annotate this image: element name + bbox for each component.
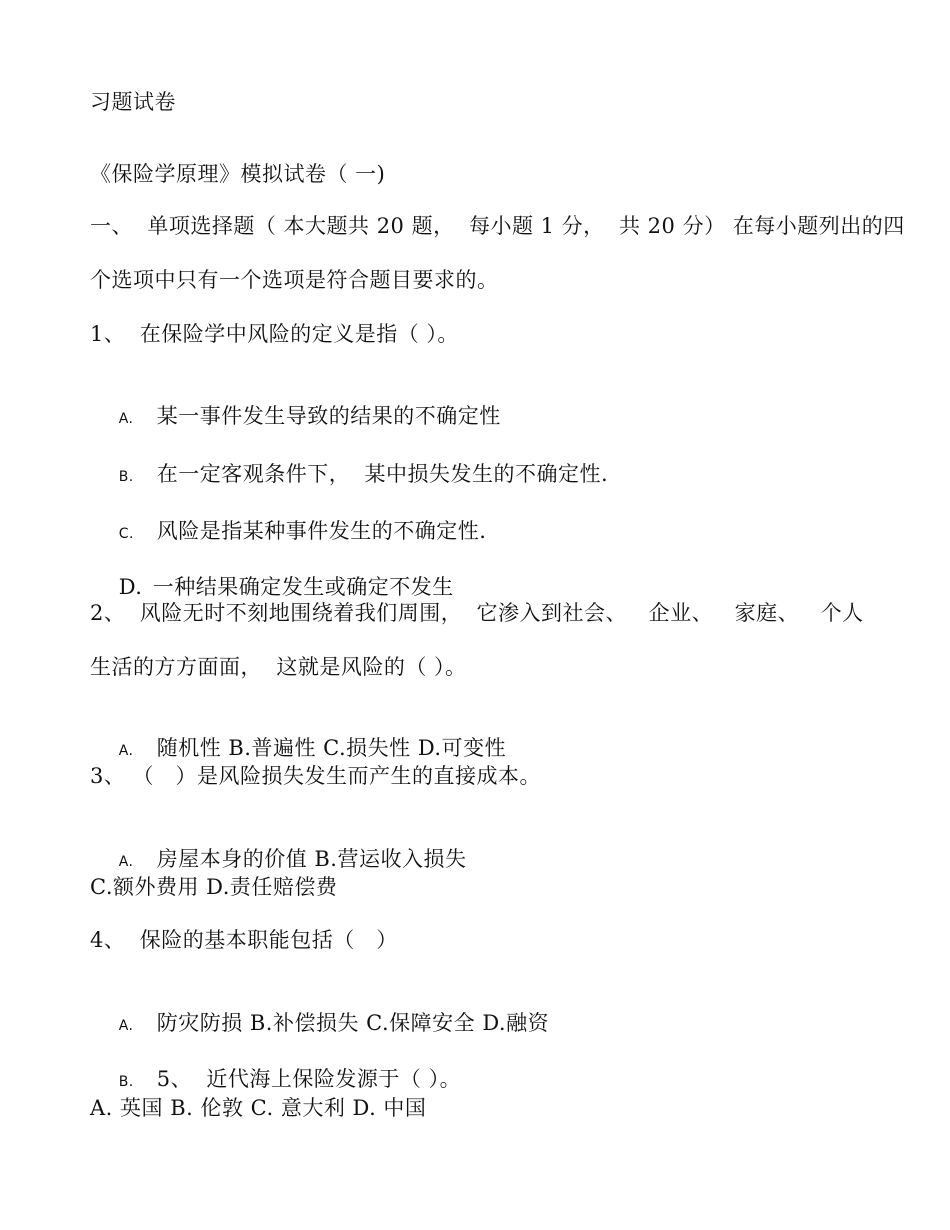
section-instructions-line-2: 个选项中只有一个选项是符合题目要求的。 bbox=[90, 268, 499, 292]
option-text: 一种结果确定发生或确定不发生 bbox=[152, 575, 454, 599]
option-marker: A. bbox=[118, 411, 134, 427]
section-instructions-line-1: 一、 单项选择题（ 本大题共 20 题， 每小题 1 分， 共 20 分） 在每小题列出的四 bbox=[90, 214, 905, 238]
question-2-stem-line-2: 生活的方方面面， 这就是风险的（ ）。 bbox=[90, 655, 467, 679]
option-text: 随机性 B.普遍性 C.损失性 D.可变性 bbox=[156, 736, 507, 760]
page-header: 习题试卷 bbox=[90, 90, 176, 114]
option-marker: A. bbox=[118, 1018, 134, 1034]
question-2-stem-line-1: 2、 风险无时不刻地围绕着我们周围， 它渗入到社会、 企业、 家庭、 个人 bbox=[90, 601, 864, 625]
question-text: 5、 近代海上保险发源于（ ）。 bbox=[156, 1067, 462, 1091]
question-3-stem: 3、 （ ）是风险损失发生而产生的直接成本。 bbox=[90, 764, 542, 788]
question-3-options-line-2: C.额外费用 D.责任赔偿费 bbox=[90, 875, 338, 899]
question-5-options: A. 英国 B. 伦敦 C. 意大利 D. 中国 bbox=[90, 1096, 427, 1120]
option-text: 某一事件发生导致的结果的不确定性 bbox=[156, 404, 501, 428]
exam-title: 《保险学原理》模拟试卷（ 一) bbox=[90, 162, 386, 186]
option-marker: B. bbox=[118, 1074, 134, 1090]
option-marker: B. bbox=[118, 469, 134, 485]
question-4-stem: 4、 保险的基本职能包括（ ） bbox=[90, 928, 398, 952]
option-marker: A. bbox=[118, 854, 134, 870]
option-marker: D. bbox=[118, 575, 143, 599]
option-marker: A. bbox=[118, 743, 134, 759]
question-1-stem: 1、 在保险学中风险的定义是指（ ）。 bbox=[90, 322, 459, 346]
option-text: 防灾防损 B.补偿损失 C.保障安全 D.融资 bbox=[156, 1011, 550, 1035]
option-marker: C. bbox=[118, 526, 134, 542]
option-text: 风险是指某种事件发生的不确定性. bbox=[156, 519, 487, 543]
option-text: 在一定客观条件下， 某中损失发生的不确定性. bbox=[156, 462, 609, 486]
option-text: 房屋本身的价值 B.营运收入损失 bbox=[156, 847, 467, 871]
